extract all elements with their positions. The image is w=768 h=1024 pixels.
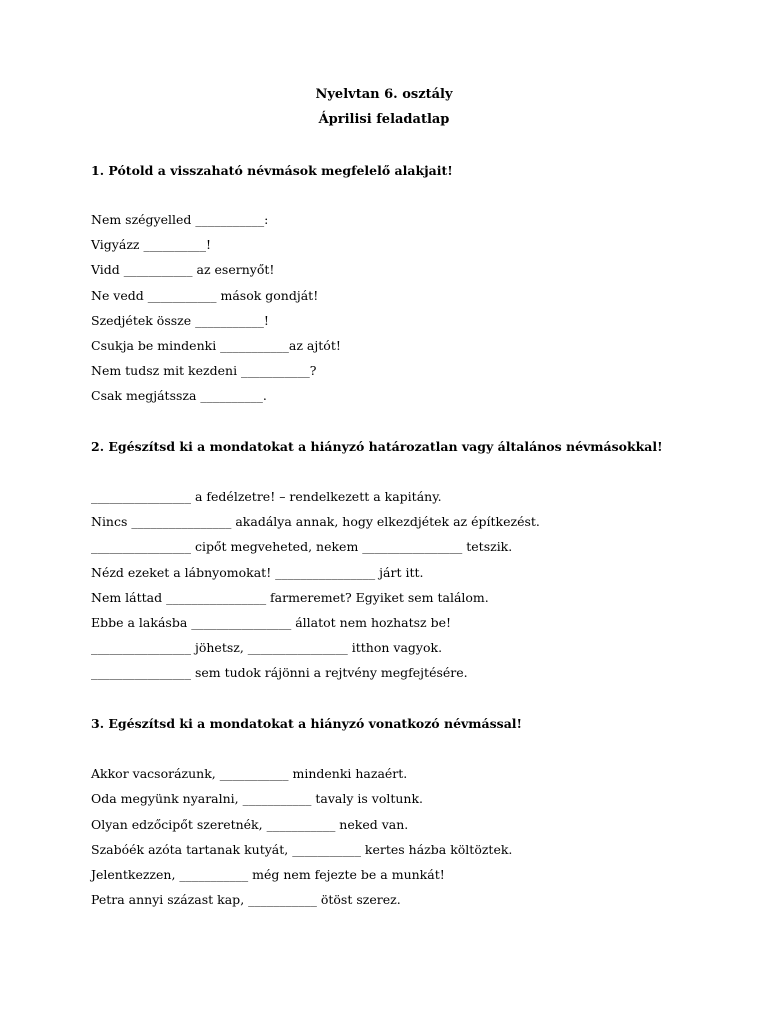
section-3-line: Akkor vacsorázunk, ___________ mindenki hazaért. xyxy=(91,766,408,781)
section-2-line: Nincs ________________ akadálya annak, hogy elkezdjétek az építkezést. xyxy=(91,514,540,529)
section-2-line: ________________ cipőt megveheted, nekem ________________ tetszik. xyxy=(91,539,513,554)
section-2-line: Nem láttad ________________ farmeremet? Egyiket sem találom. xyxy=(91,590,489,605)
section-2-heading: 2. Egészítsd ki a mondatokat a hiányzó határozatlan vagy általános névmásokkal! xyxy=(91,439,663,454)
section-1-line: Szedjétek össze ___________! xyxy=(91,313,269,328)
section-2-line: ________________ a fedélzetre! – rendelkezett a kapitány. xyxy=(91,489,442,504)
section-2-line: ________________ sem tudok rájönni a rejtvény megfejtésére. xyxy=(91,665,468,680)
section-3-heading: 3. Egészítsd ki a mondatokat a hiányzó vonatkozó névmással! xyxy=(91,716,523,731)
document-subtitle: Áprilisi feladatlap xyxy=(318,112,450,127)
section-1-heading: 1. Pótold a visszaható névmások megfelelő alakjait! xyxy=(91,163,453,178)
section-3-line: Olyan edzőcipőt szeretnék, ___________ neked van. xyxy=(91,817,409,832)
section-3-line: Oda megyünk nyaralni, ___________ tavaly is voltunk. xyxy=(91,791,424,806)
section-2-line: ________________ jöhetsz, ________________ itthon vagyok. xyxy=(91,640,443,655)
section-1-line: Nem szégyelled ___________: xyxy=(91,212,269,227)
section-1-line: Csak megjátssza __________. xyxy=(91,388,267,403)
section-3-line: Szabóék azóta tartanak kutyát, ___________ kertes házba költöztek. xyxy=(91,842,513,857)
section-2-line: Nézd ezeket a lábnyomokat! ________________ járt itt. xyxy=(91,565,424,580)
section-1-line: Nem tudsz mit kezdeni ___________? xyxy=(91,363,317,378)
document-title: Nyelvtan 6. osztály xyxy=(315,87,453,102)
section-1-line: Vigyázz __________! xyxy=(91,237,211,252)
section-1-line: Vidd ___________ az esernyőt! xyxy=(91,262,275,277)
section-1-line: Csukja be mindenki ___________az ajtót! xyxy=(91,338,341,353)
section-3-line: Jelentkezzen, ___________ még nem fejezte be a munkát! xyxy=(91,867,445,882)
section-2-line: Ebbe a lakásba ________________ állatot nem hozhatsz be! xyxy=(91,615,452,630)
section-1-line: Ne vedd ___________ mások gondját! xyxy=(91,288,319,303)
section-3-line: Petra annyi százast kap, ___________ ötöst szerez. xyxy=(91,892,401,907)
